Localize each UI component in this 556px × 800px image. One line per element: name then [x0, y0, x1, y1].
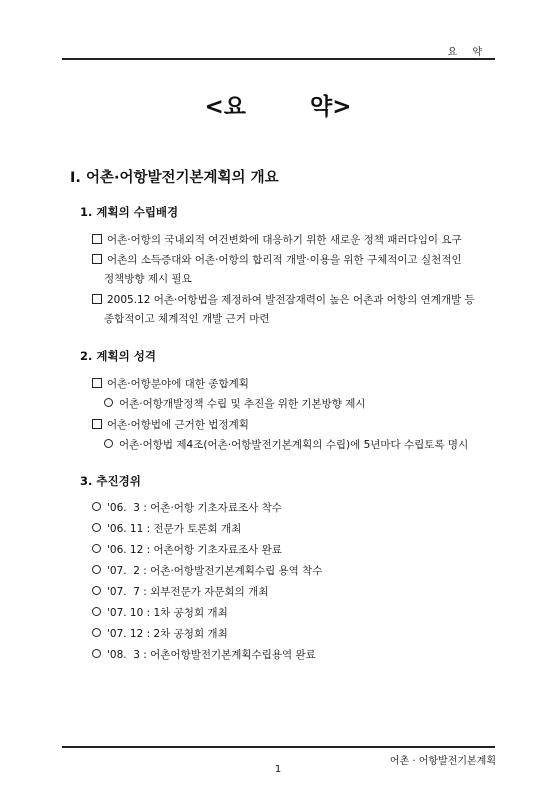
- subsection-title-background: 1. 계획의 수립배경: [80, 205, 179, 219]
- timeline-item: [92, 586, 268, 598]
- document-title: <요 약>: [204, 94, 352, 120]
- timeline-text: '07. 12 : 2차 공청회 개최: [107, 628, 228, 640]
- bullet-text: 어촌·어항분야에 대한 종합계획: [107, 378, 249, 390]
- timeline-text: '08. 3 : 어촌어항발전기본계획수립용역 완료: [107, 649, 316, 661]
- sub-bullet-text: 어촌·어항법 제4조(어촌·어항발전기본계획의 수립)에 5년마다 수립토록 명시: [119, 439, 469, 451]
- header-rule: [62, 58, 495, 60]
- checkbox-square-icon: [92, 294, 102, 304]
- circle-bullet-icon: [92, 607, 101, 616]
- circle-bullet-icon: [92, 649, 101, 658]
- timeline-item: [92, 502, 282, 514]
- bullet-text: 어촌·어항법에 근거한 법정계획: [107, 419, 249, 431]
- bullet-text: 어촌·어항의 국내외적 여건변화에 대응하기 위한 새로운 정책 패러다임이 요구: [107, 234, 462, 246]
- sub-bullet-item: [104, 439, 468, 451]
- circle-bullet-icon: [92, 586, 101, 595]
- subsection-title-nature: 2. 계획의 성격: [80, 349, 156, 363]
- timeline-text: '07. 10 : 1차 공청회 개최: [107, 607, 228, 619]
- circle-bullet-icon: [92, 544, 101, 553]
- timeline-text: '06. 3 : 어촌·어항 기초자료조사 착수: [107, 502, 282, 514]
- section-title: Ⅰ. 어촌·어항발전기본계획의 개요: [70, 170, 279, 186]
- circle-bullet-icon: [92, 523, 101, 532]
- running-header: 요 약: [447, 47, 488, 58]
- timeline-item: [92, 628, 228, 640]
- timeline-item: [92, 649, 316, 661]
- bullet-item: [92, 294, 475, 306]
- timeline-item: [92, 523, 241, 535]
- timeline-item: [92, 607, 228, 619]
- checkbox-square-icon: [92, 254, 102, 264]
- bullet-text: 어촌의 소득증대와 어촌·어항의 합리적 개발·이용을 위한 구체적이고 실천적인: [107, 254, 462, 266]
- checkbox-square-icon: [92, 378, 102, 388]
- sub-bullet-text: 어촌·어항개발정책 수립 및 추진을 위한 기본방향 제시: [119, 398, 366, 410]
- timeline-item: [92, 544, 282, 556]
- checkbox-square-icon: [92, 419, 102, 429]
- bullet-continuation: 정책방향 제시 필요: [104, 273, 192, 285]
- bullet-item: [92, 234, 462, 246]
- sub-bullet-item: [104, 398, 366, 410]
- subsection-title-progress: 3. 추진경위: [80, 474, 141, 488]
- circle-bullet-icon: [92, 628, 101, 637]
- bullet-item: [92, 419, 249, 431]
- checkbox-square-icon: [92, 234, 102, 244]
- timeline-text: '06. 12 : 어촌어항 기초자료조사 완료: [107, 544, 282, 556]
- timeline-text: '06. 11 : 전문가 토론회 개최: [107, 523, 242, 535]
- footer-rule: [62, 746, 495, 748]
- circle-bullet-icon: [92, 502, 101, 511]
- bullet-text: 2005.12 어촌·어항법을 제정하여 발전잠재력이 높은 어촌과 어항의 연계개발 등: [107, 294, 475, 306]
- bullet-item: [92, 254, 462, 266]
- timeline-text: '07. 7 : 외부전문가 자문회의 개최: [107, 586, 269, 598]
- timeline-text: '07. 2 : 어촌·어항발전기본계획수립 용역 착수: [107, 565, 323, 577]
- circle-bullet-icon: [92, 565, 101, 574]
- running-footer: 어촌 · 어항발전기본계획: [389, 756, 496, 767]
- bullet-continuation: 종합적이고 체계적인 개발 근거 마련: [104, 313, 270, 325]
- circle-bullet-icon: [104, 398, 113, 407]
- page-number: 1: [274, 764, 282, 775]
- circle-bullet-icon: [104, 439, 113, 448]
- bullet-item: [92, 378, 249, 390]
- timeline-item: [92, 565, 322, 577]
